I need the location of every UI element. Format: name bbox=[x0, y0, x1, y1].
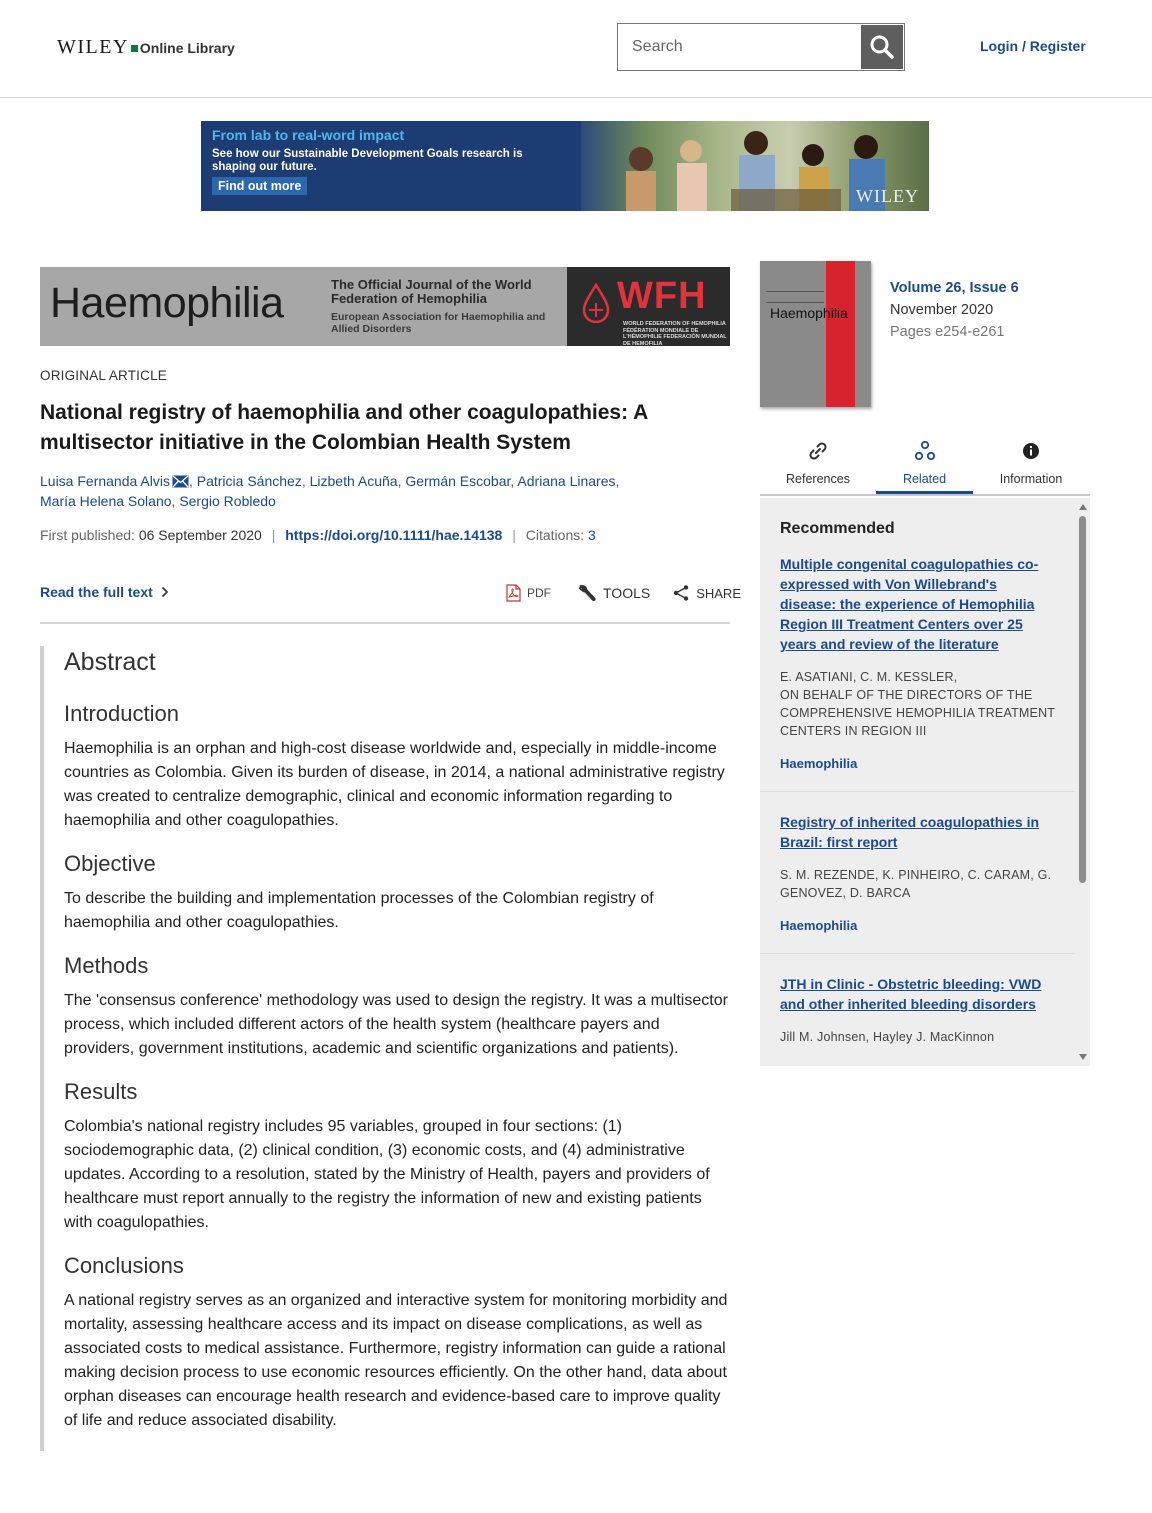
related-icon bbox=[914, 440, 936, 462]
journal-banner-eahad: European Association for Haemophilia and Allied Disorders bbox=[331, 311, 546, 335]
site-header bbox=[0, 0, 1152, 98]
doi-link[interactable]: https://doi.org/10.1111/hae.14138 bbox=[285, 527, 503, 543]
search-icon bbox=[869, 34, 895, 60]
read-full-text-label: Read the full text bbox=[40, 584, 153, 600]
recommended-item-authors bbox=[780, 668, 1055, 740]
tab-references-label: References bbox=[786, 472, 850, 486]
recommended-item-authors-line: E. ASATIANI, C. M. KESSLER, bbox=[780, 670, 958, 684]
promo-headline: From lab to real-word impact bbox=[212, 127, 405, 143]
abstract-section bbox=[40, 646, 730, 1451]
citations-label: Citations: bbox=[525, 527, 585, 543]
promo-find-out-more-button[interactable]: Find out more bbox=[212, 177, 307, 195]
pdf-icon bbox=[506, 584, 521, 602]
separator: | bbox=[512, 527, 516, 543]
promo-photo bbox=[581, 121, 929, 211]
pdf-label: PDF bbox=[527, 586, 551, 600]
tab-related-label: Related bbox=[902, 472, 947, 486]
read-full-text-link[interactable] bbox=[40, 584, 169, 600]
share-label: SHARE bbox=[696, 585, 741, 601]
info-icon bbox=[1021, 441, 1041, 461]
abstract-heading: Abstract bbox=[64, 648, 156, 676]
wfh-logo-subtext: WORLD FEDERATION OF HEMOPHILIA FÉDÉRATION MONDIALE DE L'HÉMOPHILIE FEDERACIÓN MUNDIAL DE HEMOFILIA bbox=[623, 321, 727, 346]
wrench-icon bbox=[577, 583, 597, 603]
citations-count-link[interactable]: 3 bbox=[588, 527, 596, 543]
recommended-item-authors bbox=[780, 1028, 1055, 1046]
link-icon bbox=[807, 440, 829, 462]
pdf-button[interactable] bbox=[506, 584, 551, 602]
tools-button[interactable] bbox=[577, 583, 650, 603]
abstract-paragraph: A national registry serves as an organized and interactive system for monitoring morbidity and mortality, assessing healthcare access and its impact on disease complications, as well as associated costs to medical assistance. Furthermore, registry information can guide a rational making decision process to use economic resources efficiently. On the other hand, data about orphan diseases can encourage health research and evidence-based care to improve quality of life and reduce associated disability. bbox=[64, 1292, 728, 1429]
wiley-online-library-logo[interactable] bbox=[57, 36, 235, 59]
logo-online-library-text: Online Library bbox=[139, 40, 235, 56]
abstract-subheading: Objective bbox=[64, 851, 156, 876]
tab-information[interactable] bbox=[973, 434, 1089, 494]
recommended-item-authors-line: ON BEHALF OF THE DIRECTORS OF THE COMPREHENSIVE HEMOPHILIA TREATMENT CENTERS IN REGION III bbox=[780, 688, 1055, 738]
abstract-paragraph: The 'consensus conference' methodology was used to design the registry. It was a multisector process, which included different actors of the health system (healthcare payers and providers, government institutions, academic and scientific organizations and patients). bbox=[64, 992, 728, 1057]
publication-info bbox=[40, 527, 596, 543]
article-title: National registry of haemophilia and other coagulopathies: A multisector initiative in the Colombian Health System bbox=[40, 401, 648, 454]
author-link[interactable]: Germán Escobar bbox=[405, 473, 511, 489]
recommended-item-authors-line: S. M. REZENDE, K. PINHEIRO, C. CARAM, G. GENOVEZ, D. BARCA bbox=[780, 868, 1052, 900]
login-register-link[interactable] bbox=[980, 38, 1086, 54]
journal-banner-title: Haemophilia bbox=[50, 279, 284, 327]
tab-references[interactable] bbox=[760, 434, 876, 494]
recommended-item-authors bbox=[780, 866, 1055, 902]
scroll-thumb[interactable] bbox=[1079, 516, 1086, 883]
journal-banner[interactable] bbox=[40, 267, 730, 346]
tab-information-label: Information bbox=[999, 472, 1063, 486]
share-button[interactable] bbox=[672, 584, 741, 602]
author-link[interactable]: Lizbeth Acuña bbox=[309, 473, 398, 489]
recommended-item-authors-line: Jill M. Johnsen, Hayley J. MacKinnon bbox=[780, 1030, 995, 1044]
article-tools-bar bbox=[506, 583, 741, 603]
abstract-subheading: Results bbox=[64, 1079, 138, 1104]
author-link[interactable]: Patricia Sánchez bbox=[196, 473, 302, 489]
scroll-up-arrow-icon[interactable] bbox=[1079, 504, 1087, 510]
share-icon bbox=[672, 584, 690, 602]
issue-pages: Pages e254-e261 bbox=[890, 324, 1005, 340]
volume-issue-link[interactable]: Volume 26, Issue 6 bbox=[890, 280, 1019, 296]
section-divider bbox=[40, 622, 730, 624]
tab-related[interactable] bbox=[876, 434, 973, 494]
login-register-label[interactable]: Login / Register bbox=[980, 38, 1086, 54]
wfh-drop-icon bbox=[580, 283, 612, 323]
abstract-subheading: Methods bbox=[64, 953, 149, 978]
issue-info bbox=[890, 277, 1019, 343]
abstract-paragraph: Colombia's national registry includes 95 variables, grouped in four sections: (1) sociodemographic data, (2) clinical condition, (3) economic costs, and (4) administrative updates. According to a resolution, stated by the Ministry of Health, payers and providers of healthcare must report annually to the registry the information of new and existing patients with coagulopathies. bbox=[64, 1118, 710, 1231]
recommended-item bbox=[760, 954, 1075, 1066]
recommended-item-journal-link[interactable]: Haemophilia bbox=[780, 756, 858, 771]
email-icon[interactable] bbox=[172, 475, 189, 488]
author-link[interactable]: Adriana Linares bbox=[517, 473, 616, 489]
separator: | bbox=[271, 527, 276, 543]
cover-red-stripe bbox=[826, 261, 855, 407]
recommended-item bbox=[760, 792, 1075, 954]
recommended-panel bbox=[760, 498, 1090, 1066]
tools-label: TOOLS bbox=[603, 585, 651, 601]
abstract-subheading: Conclusions bbox=[64, 1253, 184, 1278]
journal-cover[interactable] bbox=[760, 261, 871, 407]
recommended-heading: Recommended bbox=[780, 520, 895, 537]
promo-banner-text-panel bbox=[201, 121, 581, 211]
recommended-list bbox=[760, 498, 1075, 1066]
abstract-paragraph: To describe the building and implementation processes of the Colombian registry of haemophilia and other coagulopathies. bbox=[64, 890, 654, 931]
recommended-item-title-link[interactable]: JTH in Clinic ‐ Obstetric bleeding: VWD and other inherited bleeding disorders bbox=[780, 976, 1042, 1012]
promo-wiley-brand: WILEY bbox=[856, 186, 919, 206]
search-input[interactable] bbox=[618, 24, 860, 70]
search-button[interactable] bbox=[861, 25, 903, 69]
cover-text-lines bbox=[766, 291, 824, 303]
abstract-subheading: Introduction bbox=[64, 701, 179, 726]
first-published-date: 06 September 2020 bbox=[138, 527, 262, 543]
logo-dot bbox=[131, 45, 138, 52]
author-link[interactable]: Luisa Fernanda Alvis bbox=[40, 473, 170, 489]
author-link[interactable]: María Helena Solano bbox=[40, 493, 172, 509]
recommended-item-journal-link[interactable]: Haemophilia bbox=[780, 918, 858, 933]
search-box bbox=[617, 23, 905, 71]
journal-banner-official: The Official Journal of the World Federation of Hemophilia bbox=[331, 277, 532, 306]
promo-text: See how our Sustainable Development Goals research is shaping our future. bbox=[212, 148, 523, 173]
wfh-logo-text: WFH bbox=[617, 275, 707, 317]
author-link[interactable]: Sergio Robledo bbox=[179, 493, 276, 509]
abstract-paragraph: Haemophilia is an orphan and high-cost disease worldwide and, especially in middle-income countries as Colombia. Given its burden of disease, in 2014, a national administrative registry was created to centralize demographic, clinical and economic information regarding to haemophilia and other coagulopathies. bbox=[64, 740, 725, 829]
scroll-down-arrow-icon[interactable] bbox=[1079, 1054, 1087, 1060]
recommended-item-title-link[interactable]: Multiple congenital coagulopathies co‐expressed with Von Willebrand's disease: the experience of Hemophilia Region III Treatment Centers over 25 years and review of the literature bbox=[780, 556, 1039, 652]
issue-date: November 2020 bbox=[890, 302, 994, 318]
recommended-item bbox=[760, 538, 1075, 792]
first-published-label: First published: bbox=[40, 527, 135, 543]
recommended-scrollbar[interactable] bbox=[1076, 498, 1090, 1066]
article-type: ORIGINAL ARTICLE bbox=[40, 368, 167, 383]
chevron-right-icon bbox=[161, 586, 169, 598]
cover-title: Haemophilia bbox=[770, 305, 848, 321]
sidebar-tabs bbox=[760, 434, 1090, 496]
recommended-item-title-link[interactable]: Registry of inherited coagulopathies in Brazil: first report bbox=[780, 814, 1040, 850]
author-list: Luisa Fernanda Alvis , Patricia Sánchez, Lizbeth Acuña, Germán Escobar, Adriana Linares, María Helena Solano, Sergio Robledo bbox=[40, 473, 620, 509]
logo-wiley-text: WILEY bbox=[57, 36, 129, 58]
wfh-logo-panel bbox=[567, 267, 730, 346]
promo-banner[interactable] bbox=[201, 121, 929, 211]
